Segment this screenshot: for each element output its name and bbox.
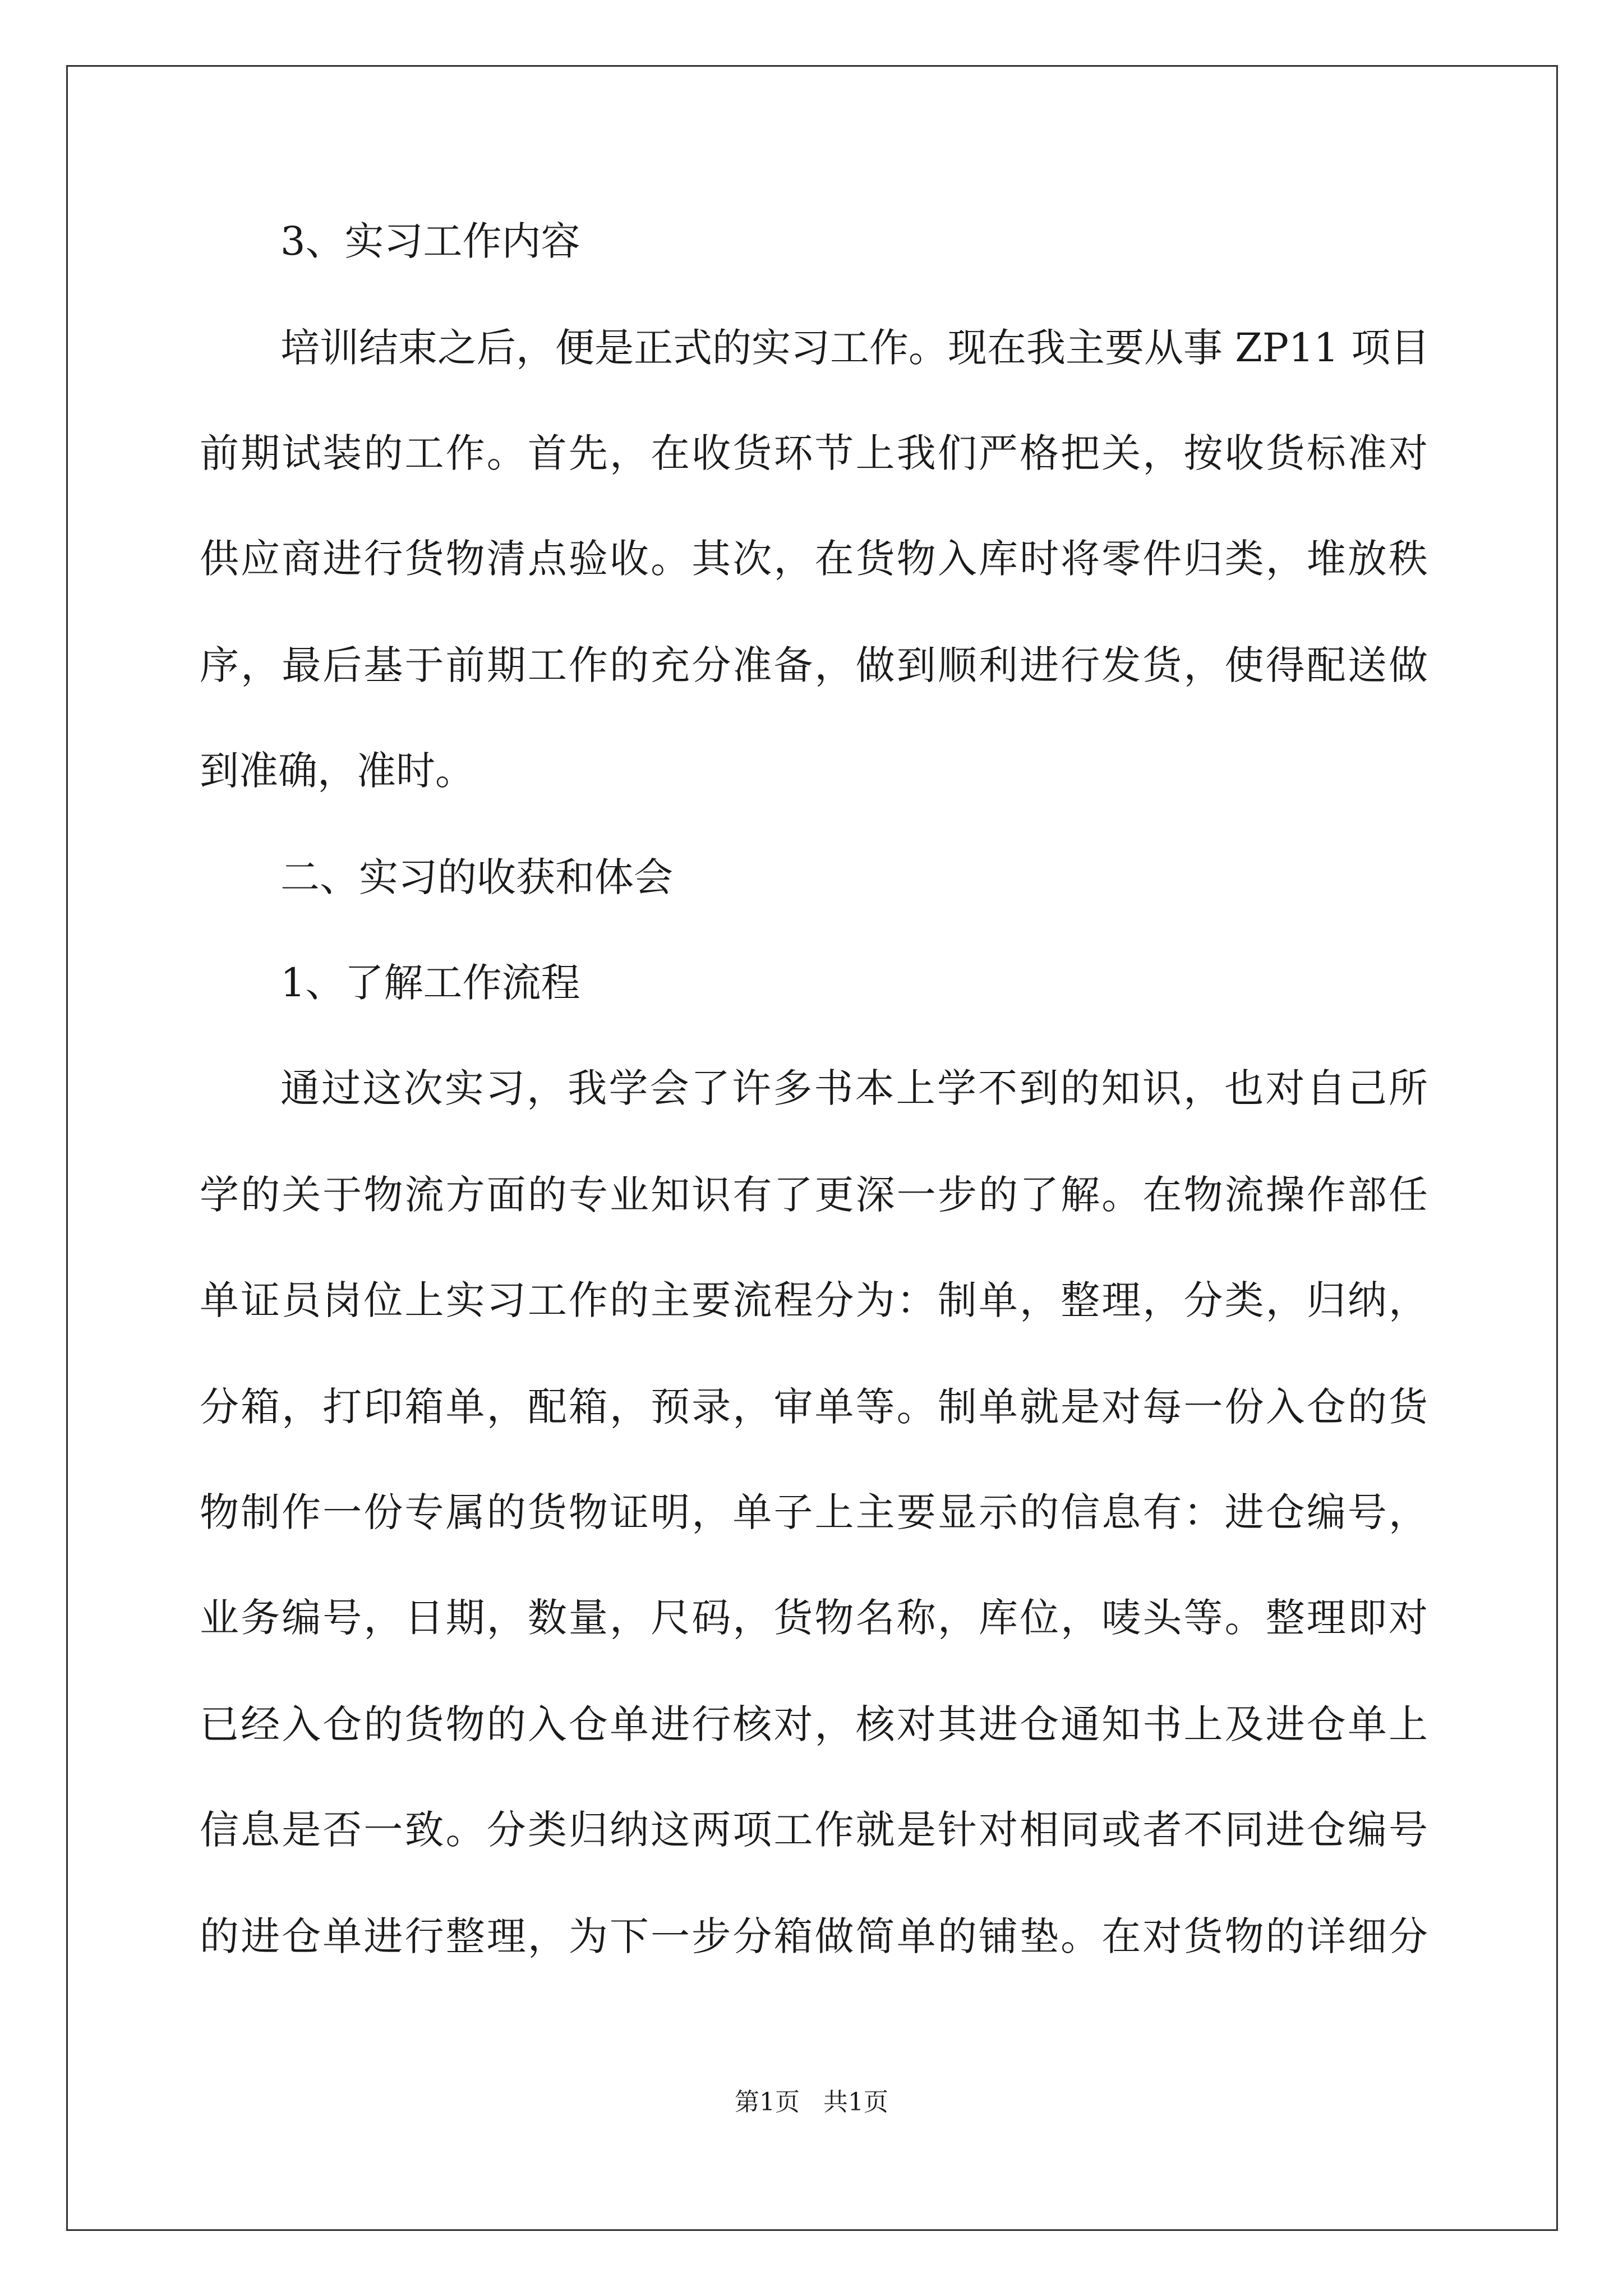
page-border [66, 65, 1558, 2231]
section-heading-work-content: 3、实习工作内容 [280, 218, 580, 264]
section-heading-gains: 二、实习的收获和体会 [280, 854, 673, 900]
paragraph-line: 培训结束之后，便是正式的实习工作。现在我主要从事 ZP11 项目 [280, 325, 1430, 371]
paragraph-line: 学的关于物流方面的专业知识有了更深一步的了解。在物流操作部任 [200, 1172, 1428, 1218]
paragraph-line: 信息是否一致。分类归纳这两项工作就是针对相同或者不同进仓编号 [200, 1807, 1428, 1853]
paragraph-line: 通过这次实习，我学会了许多书本上学不到的知识，也对自己所 [280, 1065, 1428, 1111]
paragraph-line: 业务编号，日期，数量，尺码，货物名称，库位，唛头等。整理即对 [200, 1595, 1428, 1641]
page-number-footer: 第1页 共1页 [735, 2088, 888, 2116]
paragraph-line: 已经入仓的货物的入仓单进行核对，核对其进仓通知书上及进仓单上 [200, 1701, 1428, 1747]
paragraph-line: 到准确，准时。 [200, 748, 474, 794]
paragraph-line: 序，最后基于前期工作的充分准备，做到顺利进行发货，使得配送做 [200, 642, 1428, 688]
paragraph-line: 的进仓单进行整理，为下一步分箱做简单的铺垫。在对货物的详细分 [200, 1913, 1428, 1959]
section-heading-workflow: 1、了解工作流程 [280, 960, 580, 1006]
paragraph-line: 物制作一份专属的货物证明，单子上主要显示的信息有：进仓编号， [200, 1489, 1428, 1535]
paragraph-line: 单证员岗位上实习工作的主要流程分为：制单，整理，分类，归纳， [200, 1277, 1428, 1323]
paragraph-line: 分箱，打印箱单，配箱，预录，审单等。制单就是对每一份入仓的货 [200, 1384, 1428, 1430]
paragraph-line: 前期试装的工作。首先，在收货环节上我们严格把关，按收货标准对 [200, 430, 1428, 476]
paragraph-line: 供应商进行货物清点验收。其次，在货物入库时将零件归类，堆放秩 [200, 536, 1428, 582]
